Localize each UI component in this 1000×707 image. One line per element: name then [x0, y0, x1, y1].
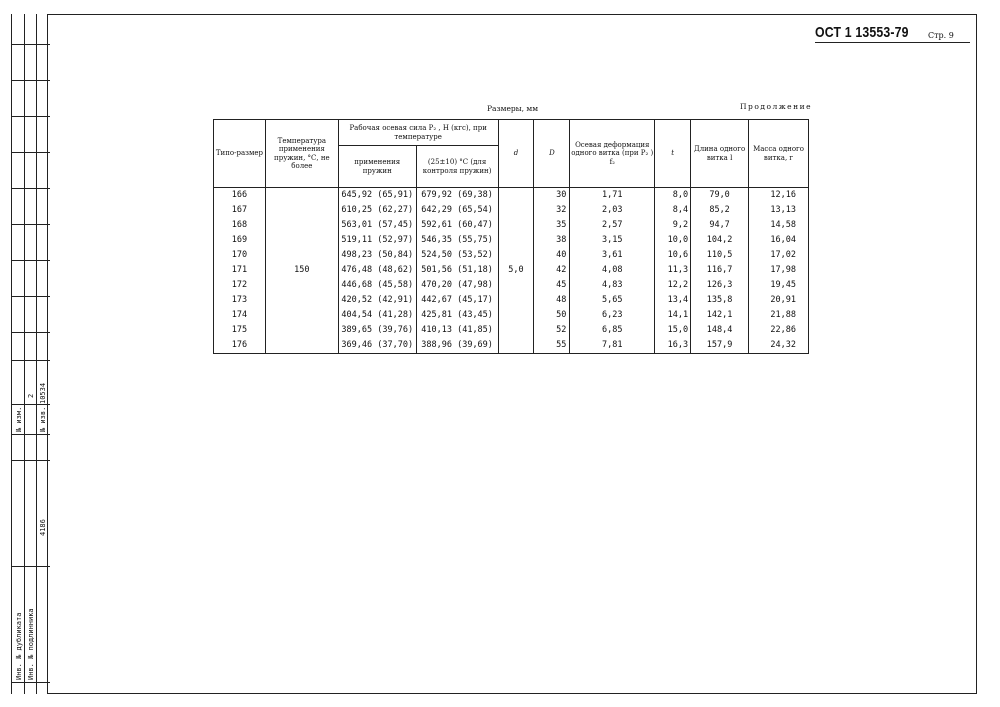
cell-size: 169: [214, 233, 266, 248]
cell-D: 52: [534, 323, 570, 338]
cell-temperature: [265, 218, 338, 233]
cell-size: 172: [214, 278, 266, 293]
cell-temperature: [265, 338, 338, 354]
cell-force-control: 388,96 (39,69): [416, 338, 498, 354]
revision-value: 2: [27, 393, 35, 398]
document-code: ОСТ 1 13553-79: [815, 24, 909, 41]
cell-f2: 3,61: [570, 248, 655, 263]
cell-size: 167: [214, 203, 266, 218]
cell-force-control: 592,61 (60,47): [416, 218, 498, 233]
table-row: [214, 233, 809, 248]
cell-temperature: [265, 248, 338, 263]
cell-f2: 5,65: [570, 293, 655, 308]
cell-t: 13,4: [655, 293, 691, 308]
cell-d: [498, 248, 534, 263]
cell-temperature: [265, 323, 338, 338]
cell-d: [498, 323, 534, 338]
cell-d: [498, 188, 534, 204]
cell-t: 14,1: [655, 308, 691, 323]
cell-mass: 20,91: [749, 293, 809, 308]
cell-d: 5,0: [498, 263, 534, 278]
cell-t: 8,4: [655, 203, 691, 218]
cell-d: [498, 203, 534, 218]
cell-D: 45: [534, 278, 570, 293]
cell-l: 126,3: [691, 278, 749, 293]
cell-force-apply: 519,11 (52,97): [338, 233, 416, 248]
cell-mass: 16,04: [749, 233, 809, 248]
cell-f2: 4,83: [570, 278, 655, 293]
cell-force-apply: 446,68 (45,58): [338, 278, 416, 293]
cell-f2: 2,03: [570, 203, 655, 218]
cell-force-control: 410,13 (41,85): [416, 323, 498, 338]
cell-t: 8,0: [655, 188, 691, 204]
notice-label: № изв.: [39, 406, 47, 432]
cell-mass: 21,88: [749, 308, 809, 323]
cell-f2: 4,08: [570, 263, 655, 278]
cell-force-apply: 498,23 (50,84): [338, 248, 416, 263]
cell-D: 55: [534, 338, 570, 354]
cell-D: 40: [534, 248, 570, 263]
cell-force-control: 524,50 (53,52): [416, 248, 498, 263]
spring-spec-table: [213, 119, 809, 354]
cell-temperature: [265, 293, 338, 308]
table-row: [214, 323, 809, 338]
header-temperature: Температура применения пружин, °С, не более: [265, 120, 338, 188]
cell-mass: 13,13: [749, 203, 809, 218]
cell-temperature: [265, 203, 338, 218]
cell-d: [498, 338, 534, 354]
table-row: [214, 203, 809, 218]
cell-size: 166: [214, 188, 266, 204]
header-size: Типо-размер: [214, 120, 266, 188]
header-force-control: (25±10) °С (для контроля пружин): [416, 146, 498, 188]
cell-l: 116,7: [691, 263, 749, 278]
cell-D: 42: [534, 263, 570, 278]
code-underline: [815, 42, 970, 43]
cell-D: 30: [534, 188, 570, 204]
cell-f2: 6,23: [570, 308, 655, 323]
cell-D: 32: [534, 203, 570, 218]
cell-mass: 14,58: [749, 218, 809, 233]
cell-l: 85,2: [691, 203, 749, 218]
inventory-value: 4186: [39, 519, 47, 536]
cell-temperature: 150: [265, 263, 338, 278]
cell-l: 148,4: [691, 323, 749, 338]
cell-force-apply: 610,25 (62,27): [338, 203, 416, 218]
cell-mass: 17,98: [749, 263, 809, 278]
cell-l: 157,9: [691, 338, 749, 354]
cell-t: 10,6: [655, 248, 691, 263]
header-t: t: [655, 120, 691, 188]
cell-d: [498, 218, 534, 233]
margin-stamp-strip: [11, 14, 49, 694]
cell-force-apply: 404,54 (41,28): [338, 308, 416, 323]
cell-force-control: 501,56 (51,18): [416, 263, 498, 278]
cell-t: 12,2: [655, 278, 691, 293]
cell-force-apply: 389,65 (39,76): [338, 323, 416, 338]
cell-l: 104,2: [691, 233, 749, 248]
cell-temperature: [265, 278, 338, 293]
cell-force-control: 470,20 (47,98): [416, 278, 498, 293]
cell-l: 142,1: [691, 308, 749, 323]
continuation-label: Продолжение: [740, 102, 813, 111]
header-force-group: Рабочая осевая сила P₂ , Н (кгс), при температуре: [338, 120, 498, 146]
cell-force-control: 642,29 (65,54): [416, 203, 498, 218]
cell-d: [498, 293, 534, 308]
table-row: [214, 263, 809, 278]
table-row: [214, 188, 809, 204]
header-length: Длина одного витка l: [691, 120, 749, 188]
cell-t: 15,0: [655, 323, 691, 338]
cell-t: 10,0: [655, 233, 691, 248]
cell-d: [498, 233, 534, 248]
cell-mass: 19,45: [749, 278, 809, 293]
table-row: [214, 218, 809, 233]
cell-t: 16,3: [655, 338, 691, 354]
header-d: d: [498, 120, 534, 188]
page-frame: [47, 14, 977, 694]
cell-force-control: 442,67 (45,17): [416, 293, 498, 308]
cell-size: 170: [214, 248, 266, 263]
original-inventory-label: Инв. № подлинника: [27, 608, 35, 680]
cell-force-apply: 369,46 (37,70): [338, 338, 416, 354]
cell-D: 50: [534, 308, 570, 323]
dimensions-note: Размеры, мм: [487, 104, 539, 113]
cell-force-control: 546,35 (55,75): [416, 233, 498, 248]
duplicate-inventory-label: Инв. № дубликата: [15, 612, 23, 680]
table-row: [214, 278, 809, 293]
cell-l: 79,0: [691, 188, 749, 204]
cell-d: [498, 308, 534, 323]
cell-mass: 24,32: [749, 338, 809, 354]
cell-size: 174: [214, 308, 266, 323]
cell-f2: 3,15: [570, 233, 655, 248]
cell-size: 175: [214, 323, 266, 338]
cell-size: 173: [214, 293, 266, 308]
cell-temperature: [265, 233, 338, 248]
cell-D: 35: [534, 218, 570, 233]
cell-size: 171: [214, 263, 266, 278]
cell-D: 38: [534, 233, 570, 248]
cell-d: [498, 278, 534, 293]
cell-l: 110,5: [691, 248, 749, 263]
header-mass: Масса одного витка, г: [749, 120, 809, 188]
table-row: [214, 338, 809, 354]
table-row: [214, 248, 809, 263]
cell-l: 135,8: [691, 293, 749, 308]
cell-f2: 7,81: [570, 338, 655, 354]
cell-mass: 12,16: [749, 188, 809, 204]
page-number: Стр. 9: [928, 31, 954, 40]
notice-value: 10534: [39, 382, 47, 404]
cell-force-apply: 420,52 (42,91): [338, 293, 416, 308]
header-deformation: Осевая деформация одного витка (при P₂ ) f₂: [570, 120, 655, 188]
cell-t: 9,2: [655, 218, 691, 233]
cell-force-apply: 476,48 (48,62): [338, 263, 416, 278]
cell-mass: 22,86: [749, 323, 809, 338]
header-force-apply: применения пружин: [338, 146, 416, 188]
cell-f2: 1,71: [570, 188, 655, 204]
cell-temperature: [265, 308, 338, 323]
cell-force-control: 425,81 (43,45): [416, 308, 498, 323]
cell-D: 48: [534, 293, 570, 308]
cell-force-apply: 563,01 (57,45): [338, 218, 416, 233]
header-D: D: [534, 120, 570, 188]
cell-f2: 2,57: [570, 218, 655, 233]
cell-size: 176: [214, 338, 266, 354]
cell-size: 168: [214, 218, 266, 233]
table-row: [214, 293, 809, 308]
revision-label: № изм.: [15, 406, 23, 432]
cell-t: 11,3: [655, 263, 691, 278]
cell-force-control: 679,92 (69,38): [416, 188, 498, 204]
cell-force-apply: 645,92 (65,91): [338, 188, 416, 204]
cell-temperature: [265, 188, 338, 204]
table-row: [214, 308, 809, 323]
cell-mass: 17,02: [749, 248, 809, 263]
cell-f2: 6,85: [570, 323, 655, 338]
cell-l: 94,7: [691, 218, 749, 233]
